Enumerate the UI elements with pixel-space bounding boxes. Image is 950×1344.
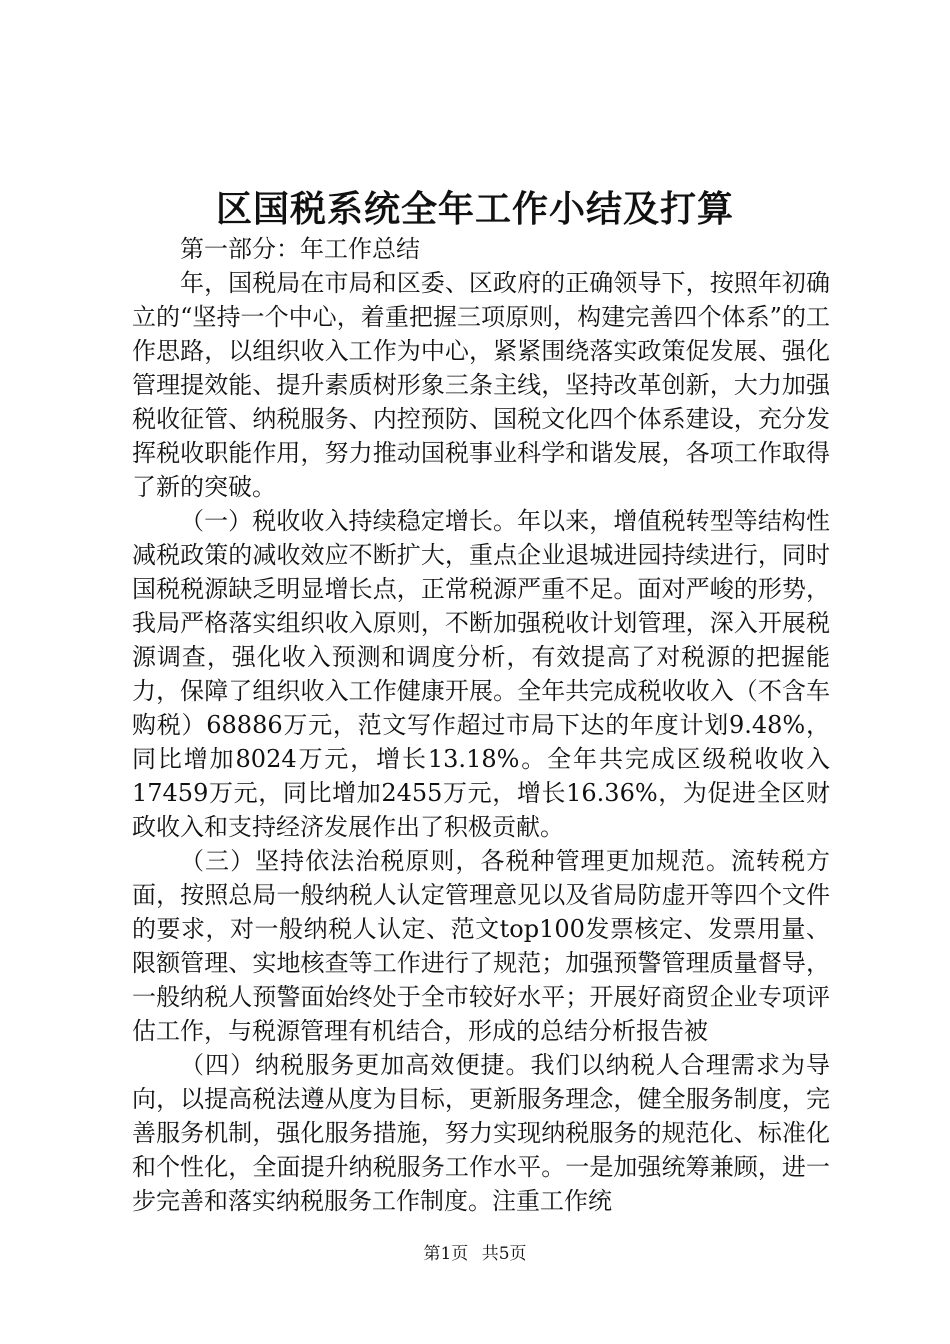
- page-footer: [0, 1242, 950, 1266]
- page-total: 共5页: [481, 1244, 527, 1264]
- document-title: 区国税系统全年工作小结及打算: [215, 188, 734, 230]
- page-number: 第1页: [423, 1244, 469, 1264]
- paragraph-intro: 年，国税局在市局和区委、区政府的正确领导下，按照年初确立的“坚持一个中心，着重把握三项原则，构建完善四个体系”的工作思路，以组织收入工作为中心，紧紧围绕落实政策促发展、强化管理提效能、提升素质树形象三条主线，坚持改革创新，大力加强税收征管、纳税服务、内控预防、国税文化四个体系建设，充分发挥税收职能作用，努力推动国税事业科学和谐发展，各项工作取得了新的突破。: [132, 269, 830, 501]
- document-body: [132, 232, 830, 1218]
- paragraph-tax-management: （三）坚持依法治税原则，各税种管理更加规范。流转税方面，按照总局一般纳税人认定管理意见以及省局防虚开等四个文件的要求，对一般纳税人认定、范文top100发票核定、发票用量、限额管理、实地核查等工作进行了规范；加强预警管理质量督导，一般纳税人预警面始终处于全市较好水平；开展好商贸企业专项评估工作，与税源管理有机结合，形成的总结分析报告被: [132, 847, 830, 1045]
- section-heading: 第一部分：年工作总结: [180, 235, 420, 263]
- paragraph-revenue: （一）税收收入持续稳定增长。年以来，增值税转型等结构性减税政策的减收效应不断扩大，重点企业退城进园持续进行，同时国税税源缺乏明显增长点，正常税源严重不足。面对严峻的形势，我局严格落实组织收入原则，不断加强税收计划管理，深入开展税源调查，强化收入预测和调度分析，有效提高了对税源的把握能力，保障了组织收入工作健康开展。全年共完成税收收入（不含车购税）68886万元，范文写作超过市局下达的年度计划9.48%，同比增加8024万元，增长13.18%。全年共完成区级税收收入17459万元，同比增加2455万元，增长16.36%，为促进全区财政收入和支持经济发展作出了积极贡献。: [132, 507, 830, 841]
- paragraph-tax-service: （四）纳税服务更加高效便捷。我们以纳税人合理需求为导向，以提高税法遵从度为目标，更新服务理念，健全服务制度，完善服务机制，强化服务措施，努力实现纳税服务的规范化、标准化和个性化，全面提升纳税服务工作水平。一是加强统筹兼顾，进一步完善和落实纳税服务工作制度。注重工作统: [132, 1051, 830, 1215]
